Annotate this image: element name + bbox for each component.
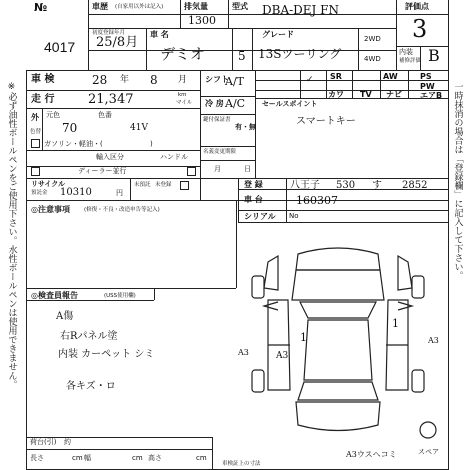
equip-sr[interactable]: SR [330, 72, 342, 81]
ac-label: 冷 房 [205, 99, 224, 108]
reg-place: 八王子 [290, 180, 320, 191]
drive-4wd[interactable]: 4WD [364, 55, 381, 63]
shift-value: A/T [225, 75, 244, 88]
equip-pw[interactable]: PW [420, 82, 435, 91]
reg-class: 530 [336, 180, 356, 191]
serial-label: シリアル [244, 212, 276, 221]
import-label: 輸入区分 [96, 153, 124, 161]
interior-label: 内装 [399, 48, 413, 56]
cargo-unit: 約 [64, 438, 71, 446]
car-name-value: デミオ [160, 45, 206, 63]
yen-unit: 円 [116, 189, 123, 197]
mark-center: 1 [300, 331, 307, 344]
first-reg-value: 25/8月 [96, 35, 139, 50]
inspector-label: 検査員報告 [37, 291, 78, 300]
unpaid-label: 未預託 [134, 182, 151, 188]
cargo-label: 荷台(引) [30, 438, 57, 446]
color-number-label: 色番 [98, 111, 112, 119]
mark-bottom: A3ウスヘコミ [346, 450, 397, 459]
deadline-month: 月 [214, 165, 221, 173]
fuel-check-left[interactable] [31, 139, 40, 148]
note-line-2: 右Rパネル塗 [60, 331, 118, 342]
attention-label: 注意事項 [37, 205, 70, 214]
inspector-header: ◎検査員報告 [31, 291, 78, 300]
shaken-note: (自家用以外は記入) [115, 4, 164, 10]
grade-label: グレード [262, 30, 294, 39]
fuel-label: ガソリン・軽油・( [44, 140, 103, 148]
km-unit: km [178, 92, 187, 98]
attention-note: (修復・不良・改造申告等記入) [84, 207, 160, 213]
doors-value: 5 [238, 49, 246, 63]
color-number-value: 41V [130, 123, 148, 133]
import-check[interactable] [31, 167, 40, 176]
grade-value: 13Sツーリング [258, 47, 342, 61]
spare-key-value[interactable]: 有・無 [235, 123, 256, 131]
chassis-label: 車 台 [244, 195, 263, 204]
mark-spare: スペア [418, 448, 439, 456]
car-diagram [238, 240, 438, 440]
lot-number: 4017 [44, 39, 76, 55]
reg-number: 2852 [402, 180, 428, 191]
mark-right: A3 [428, 336, 439, 345]
score-label: 評価点 [405, 2, 429, 11]
equip-aw[interactable]: AW [383, 72, 398, 81]
recycle-sub: 預託金 [31, 190, 48, 196]
mileage-label: 走 行 [31, 94, 55, 105]
outer-label: 外 [31, 113, 39, 122]
shaken-month: 8 [150, 73, 158, 87]
note-line-1: A傷 [56, 311, 74, 322]
interior-value: B [428, 46, 440, 65]
equip-tv[interactable]: TV [360, 90, 372, 99]
chassis-value: 160307 [296, 194, 338, 207]
attention-header: ◎注意事項 [31, 205, 70, 214]
handle-label: ハンドル [160, 153, 188, 161]
score-value: 3 [412, 15, 428, 43]
shaken-row-label: 車 検 [31, 74, 55, 85]
color-change-label: 色替 [30, 129, 42, 135]
note-line-4: 各キズ・ロ [66, 381, 116, 392]
model-label: 型式 [232, 2, 248, 11]
original-color-value: 70 [62, 121, 78, 135]
import-value: ディーラー並行 [78, 167, 127, 175]
mile-unit: マイル [176, 100, 193, 106]
equip-ps[interactable]: PS [420, 72, 432, 81]
lot-no-label: № [34, 1, 48, 14]
mark-right-side-1: 1 [392, 317, 399, 330]
width-label: 幅 [84, 454, 91, 462]
not-registered-label: 未登録 [155, 182, 172, 188]
displacement-value: 1300 [188, 14, 216, 27]
vehicle-dim-note: 車検証上の寸法 [222, 461, 261, 467]
length-label: 長さ [30, 454, 44, 462]
drive-2wd[interactable]: 2WD [364, 35, 381, 43]
handle-check[interactable] [187, 167, 196, 176]
interior-sub: 補修評価 [399, 58, 422, 64]
fuel-close: ) [150, 140, 153, 148]
equipment-mark: ✓ [306, 75, 314, 85]
first-reg-label: 初度登録年月 [92, 30, 126, 36]
sales-point-label: セールスポイント [262, 100, 318, 108]
note-line-3: 内装 カーペット シミ [58, 349, 155, 360]
shaken-label: 車歴 [92, 2, 108, 11]
reg-kana: す [372, 180, 382, 191]
recycle-label: リサイクル [31, 180, 66, 188]
registration-label: 登 録 [244, 180, 263, 189]
shift-label: シフト [205, 75, 229, 84]
original-color-label: 元色 [46, 111, 60, 119]
unpaid-check[interactable] [180, 181, 189, 190]
mark-left: A3 [238, 348, 249, 357]
plate-deadline-label: 名義変更期限 [203, 149, 237, 155]
displacement-label: 排気量 [184, 2, 208, 11]
car-name-label: 車 名 [150, 30, 169, 39]
equip-kawa[interactable]: カワ [328, 90, 344, 99]
length-cm: cm [72, 454, 83, 462]
equip-navi[interactable]: ナビ [386, 90, 402, 99]
shaken-year-unit: 年 [120, 75, 130, 85]
deadline-day: 日 [244, 165, 251, 173]
recycle-value: 10310 [60, 187, 92, 198]
mileage-value: 21,347 [88, 92, 134, 107]
sales-point-value: スマートキー [296, 116, 356, 127]
model-value: DBA-DEJ FN [262, 3, 339, 17]
serial-no: No [289, 212, 299, 220]
height-cm: cm [196, 454, 207, 462]
height-label: 高さ [148, 454, 162, 462]
width-cm: cm [132, 454, 143, 462]
inspector-note: (USS使用欄) [104, 293, 136, 299]
spare-key-label: 鍵付保証書 [203, 117, 231, 123]
right-notice: 一時抹消の場合は「登録欄」に記入して下さい。 [452, 82, 463, 280]
left-notice: ※必ず油性ボールペンをご使用下さい。水性ボールペンは使用できません。 [6, 82, 17, 389]
shaken-month-unit: 月 [178, 75, 188, 85]
ac-value: A/C [225, 97, 246, 110]
equip-airbag[interactable]: エアB [420, 91, 443, 100]
shaken-year: 28 [92, 73, 108, 87]
mark-front: A3 [276, 351, 289, 361]
